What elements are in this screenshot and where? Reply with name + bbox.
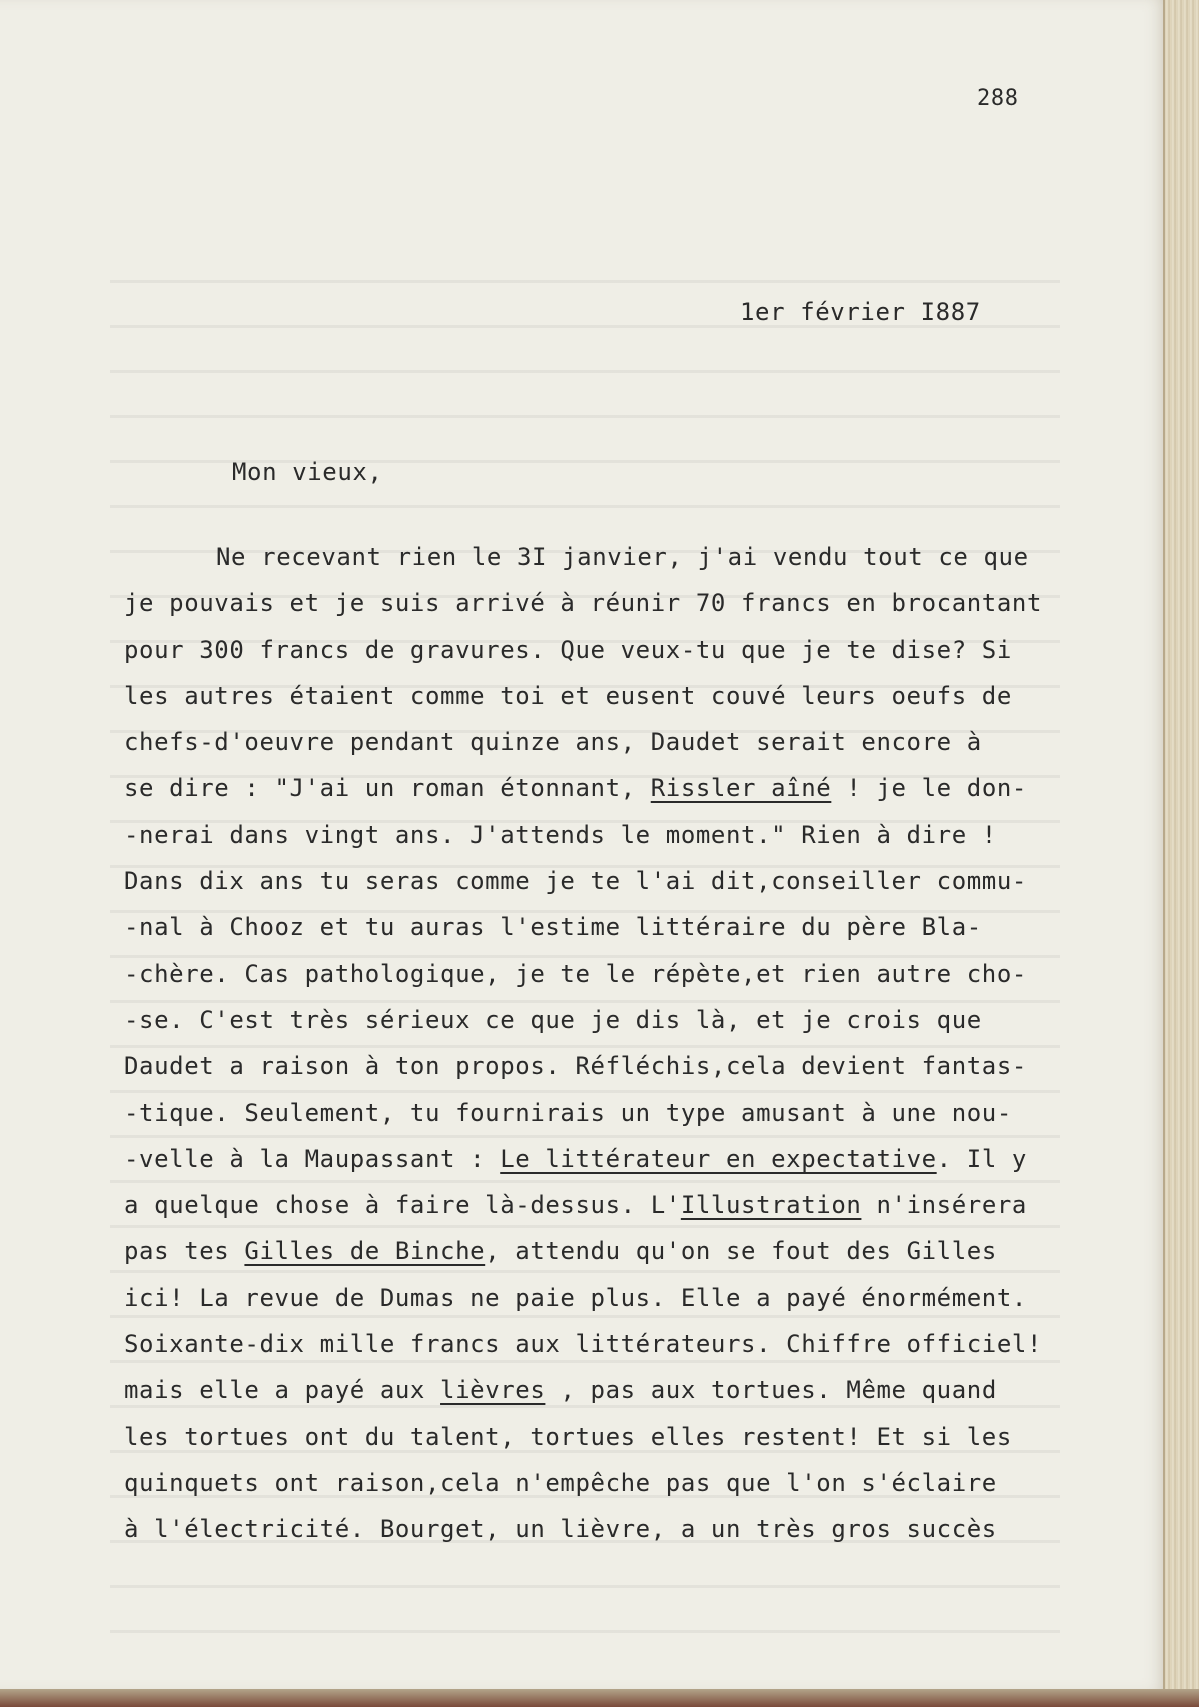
body-line: -nerai dans vingt ans. J'attends le moment." Rien à dire ! [124, 820, 997, 849]
body-line [124, 1375, 1124, 1421]
body-line: -se. C'est très sérieux ce que je dis là, et je crois que [124, 1005, 982, 1034]
body-line: je pouvais et je suis arrivé à réunir 70 francs en brocantant [124, 589, 1043, 618]
body-line: -chère. Cas pathologique, je te le répète,et rien autre cho- [124, 959, 1027, 988]
underlined-title: Rissler aîné [650, 774, 832, 803]
body-text: -velle à la Maupassant : [124, 1144, 501, 1173]
underlined-title: Gilles de Binche [244, 1237, 486, 1266]
body-text: . Il y [936, 1144, 1027, 1173]
body-line: les tortues ont du talent, tortues elles restent! Et si les [124, 1422, 1012, 1451]
body-line: à l'électricité. Bourget, un lièvre, a un très gros succès [124, 1515, 997, 1544]
body-text: ! je le don- [831, 774, 1027, 803]
body-text: se dire : "J'ai un roman étonnant, [124, 774, 651, 803]
salutation: Mon vieux, [232, 458, 383, 486]
body-line: -tique. Seulement, tu fournirais un type amusant à une nou- [124, 1098, 1012, 1127]
underlined-title: Illustration [680, 1191, 862, 1220]
book-page-edges [1165, 0, 1199, 1707]
body-text: , attendu qu'on se fout des Gilles [485, 1237, 997, 1266]
letter-date: 1er février I887 [740, 298, 981, 326]
body-line: pour 300 francs de gravures. Que veux-tu que je te dise? Si [124, 635, 1012, 664]
body-line: Ne recevant rien le 3I janvier, j'ai vendu tout ce que [216, 543, 1029, 571]
underlined-word: lièvres [440, 1376, 546, 1405]
page-number: 288 [977, 86, 1019, 111]
body-line: les autres étaient comme toi et eusent couvé leurs oeufs de [124, 681, 1012, 710]
body-line [124, 1144, 1124, 1190]
body-text: mais elle a payé aux [124, 1376, 441, 1405]
body-line: Soixante-dix mille francs aux littérateurs. Chiffre officiel! [124, 1330, 1043, 1359]
body-line: -nal à Chooz et tu auras l'estime littéraire du père Bla- [124, 913, 982, 942]
body-text: , pas aux tortues. Même quand [545, 1376, 997, 1405]
body-line: Dans dix ans tu seras comme je te l'ai dit,conseiller commu- [124, 867, 1027, 896]
body-line: quinquets ont raison,cela n'empêche pas que l'on s'éclaire [124, 1468, 997, 1497]
body-line: ici! La revue de Dumas ne paie plus. Elle a payé énormément. [124, 1283, 1027, 1312]
body-text: pas tes [124, 1237, 245, 1266]
body-line [124, 773, 1124, 819]
underlined-title: Le littérateur en expectative [500, 1144, 937, 1173]
letter-body [124, 542, 1124, 1561]
body-line: chefs-d'oeuvre pendant quinze ans, Daudet serait encore à [124, 728, 982, 757]
body-line: Daudet a raison à ton propos. Réfléchis,cela devient fantas- [124, 1052, 1027, 1081]
book-bottom-edge [0, 1689, 1199, 1707]
body-line [124, 1236, 1124, 1282]
body-line [124, 1190, 1124, 1236]
body-text: n'insérera [861, 1191, 1027, 1220]
body-text: a quelque chose à faire là-dessus. L' [124, 1191, 681, 1220]
